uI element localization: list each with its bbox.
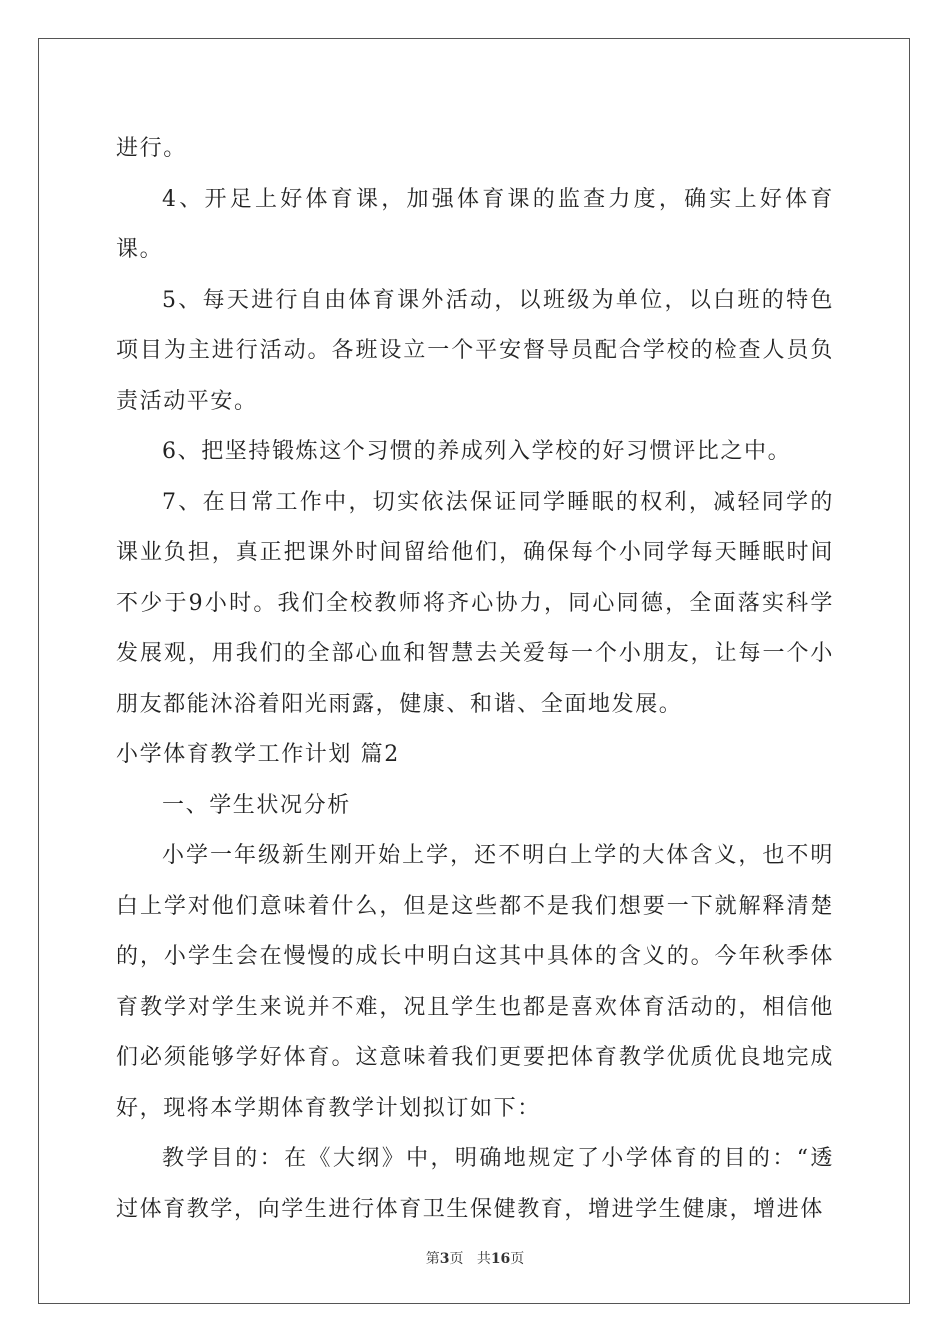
paragraph-item-6: 6、把坚持锻炼这个习惯的养成列入学校的好习惯评比之中。 (162, 439, 792, 464)
page-footer (0, 1248, 950, 1268)
page-prefix: 第 (425, 1251, 440, 1267)
paragraph-item-4: 4、开足上好体育课，加强体育课的监查力度，确实上好体育课。 (116, 186, 834, 262)
document-body (116, 124, 834, 1235)
page-number: 3 (439, 1251, 450, 1267)
total-prefix: 共 (476, 1251, 491, 1267)
paragraph-student-analysis: 小学一年级新生刚开始上学，还不明白上学的大体含义，也不明白上学对他们意味着什么，但是这些都不是我们想要一下就解释清楚的，小学生会在慢慢的成长中明白这其中具体的含义的。今年秋季体育教学对学生来说并不难，况且学生也都是喜欢体育活动的，相信他们必须能够学好体育。这意味着我们更要把体育教学优质优良地完成好，现将本学期体育教学计划拟订如下： (116, 843, 834, 1121)
paragraph-item-7: 7、在日常工作中，切实依法保证同学睡眠的权利，减轻同学的课业负担，真正把课外时间留给他们，确保每个小同学每天睡眠时间不少于9小时。我们全校教师将齐心协力，同心同德，全面落实科学发展观，用我们的全部心血和智慧去关爱每一个小朋友，让每一个小朋友都能沐浴着阳光雨露，健康、和谐、全面地发展。 (116, 489, 834, 717)
paragraph-teaching-goal: 教学目的：在《大纲》中，明确地规定了小学体育的目的：“透过体育教学，向学生进行体育卫生保健教育，增进学生健康，增进体 (116, 1146, 834, 1222)
total-unit: 页 (510, 1251, 525, 1267)
section-heading: 小学体育教学工作计划 篇2 (116, 742, 400, 767)
paragraph-item-5: 5、每天进行自由体育课外活动，以班级为单位，以白班的特色项目为主进行活动。各班设立一个平安督导员配合学校的检查人员负责活动平安。 (116, 287, 834, 414)
paragraph-continuation: 进行。 (116, 136, 187, 161)
total-pages: 16 (490, 1251, 511, 1267)
subsection-heading: 一、学生状况分析 (162, 792, 351, 818)
page-unit: 页 (449, 1251, 464, 1267)
